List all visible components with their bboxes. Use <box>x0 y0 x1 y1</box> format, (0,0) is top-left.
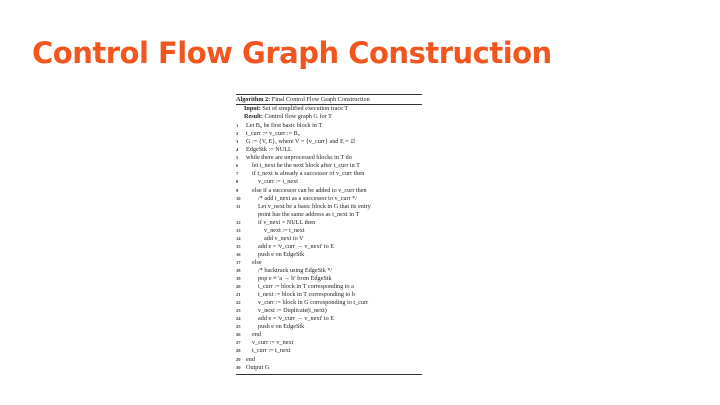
line-number: 11 <box>236 203 241 209</box>
line-text: G := {V, E}, where V = {v_curr} and E = ∅ <box>246 138 356 146</box>
line-text: add e = 'v_curr → v_next' to E <box>258 315 334 323</box>
line-text: /* backtrack using EdgeStk */ <box>258 266 333 274</box>
line-text: add e = 'v_curr → v_next' to E <box>258 242 334 250</box>
line-number: 7 <box>236 171 239 177</box>
line-number: 23 <box>236 308 241 314</box>
line-text: end <box>246 355 255 363</box>
line-text: Let B₀ be first basic block in T <box>246 122 323 130</box>
algorithm-result <box>236 113 422 121</box>
line-number: 29 <box>236 356 241 362</box>
line-text: t_next := block in T corresponding to b <box>258 291 355 299</box>
line-number: 25 <box>236 324 241 330</box>
algorithm-line <box>236 291 422 299</box>
line-text: t_curr := v_curr := B₀ <box>246 130 300 138</box>
line-text: v_curr := block in G corresponding to t_curr <box>258 299 369 307</box>
line-text: while there are unprocessed blocks in T do <box>246 154 352 162</box>
algorithm-line <box>236 203 422 211</box>
algorithm-line <box>236 283 422 291</box>
line-number: 17 <box>236 259 241 265</box>
algorithm-figure <box>236 94 422 375</box>
line-text: t_curr := t_next <box>252 347 291 355</box>
algorithm-line <box>236 235 422 243</box>
algorithm-line <box>236 146 422 154</box>
result-label: Result: <box>244 113 263 121</box>
line-number: 12 <box>236 219 241 225</box>
line-text: else <box>252 258 262 266</box>
algorithm-line <box>236 122 422 130</box>
line-text: if v_next = NULL then <box>258 218 316 226</box>
algorithm-line <box>236 356 422 364</box>
input-text: Set of simplified execution trace T <box>262 105 349 113</box>
line-number: 22 <box>236 300 241 306</box>
line-number: 2 <box>236 131 239 137</box>
algorithm-line <box>236 251 422 259</box>
line-text: EdgeStk := NULL <box>246 146 292 154</box>
slide-title: Control Flow Graph Construction <box>32 36 552 70</box>
line-text: point has the same address as t_next in T <box>258 210 360 218</box>
algorithm-line <box>236 323 422 331</box>
line-number: 30 <box>236 364 241 370</box>
line-number: 26 <box>236 332 241 338</box>
line-text: end <box>252 331 261 339</box>
line-number <box>236 211 246 219</box>
algorithm-line <box>236 130 422 138</box>
line-number: 21 <box>236 292 241 298</box>
line-text: pop e ≡ 'a → b' from EdgeStk <box>258 275 332 283</box>
algorithm-input <box>236 105 422 113</box>
line-number: 9 <box>236 187 239 193</box>
line-number: 14 <box>236 235 241 241</box>
algorithm-line <box>236 267 422 275</box>
line-text: add v_next to V <box>264 234 304 242</box>
algorithm-line <box>236 138 422 146</box>
algorithm-line <box>236 307 422 315</box>
algorithm-line <box>236 339 422 347</box>
algorithm-line <box>236 170 422 178</box>
line-text: push e on EdgeStk <box>258 250 305 258</box>
algorithm-line <box>236 347 422 355</box>
algorithm-line <box>236 275 422 283</box>
line-text: t_curr := block in T corresponding to a <box>258 283 354 291</box>
line-number: 6 <box>236 163 239 169</box>
algorithm-line <box>236 227 422 235</box>
algorithm-lines <box>236 121 422 374</box>
algorithm-caption <box>236 94 422 105</box>
algorithm-line <box>236 243 422 251</box>
line-number: 3 <box>236 139 239 145</box>
line-number: 18 <box>236 267 241 273</box>
line-text: Output G <box>246 363 270 371</box>
line-number: 10 <box>236 195 241 201</box>
line-text: v_next := Duplicate(t_next) <box>258 307 327 315</box>
algorithm-line <box>236 211 422 219</box>
algorithm-name: Algorithm 2: <box>236 96 271 103</box>
algorithm-line <box>236 315 422 323</box>
line-number: 8 <box>236 179 239 185</box>
algorithm-line <box>236 154 422 162</box>
algorithm-line <box>236 259 422 267</box>
line-text: push e on EdgeStk <box>258 323 305 331</box>
algorithm-line <box>236 364 422 372</box>
algorithm-line <box>236 331 422 339</box>
line-number: 16 <box>236 251 241 257</box>
line-number: 24 <box>236 316 241 322</box>
line-text: v_curr := v_next <box>252 339 294 347</box>
algorithm-line <box>236 187 422 195</box>
line-number: 28 <box>236 348 241 354</box>
algorithm-line <box>236 195 422 203</box>
line-text: let t_next be the next block after t_curr in T <box>252 162 360 170</box>
line-text: if t_next is already a successor of v_curr then <box>252 170 365 178</box>
line-text: Let v_next be a basic block in G that its entry <box>258 202 371 210</box>
algorithm-caption-text: Final Control Flow Graph Construction <box>271 96 370 103</box>
line-number: 27 <box>236 340 241 346</box>
line-number: 13 <box>236 227 241 233</box>
line-text: /* add t_next as a successor to v_curr */ <box>258 194 357 202</box>
line-number: 15 <box>236 243 241 249</box>
line-text: v_curr := t_next <box>258 178 298 186</box>
input-label: Input: <box>244 105 261 113</box>
line-number: 20 <box>236 284 241 290</box>
line-number: 19 <box>236 276 241 282</box>
algorithm-line <box>236 178 422 186</box>
line-number: 5 <box>236 155 239 161</box>
algorithm-line <box>236 299 422 307</box>
line-text: else if a successor can be added to v_curr then <box>252 186 367 194</box>
line-number: 4 <box>236 147 239 153</box>
line-text: v_next := t_next <box>264 226 305 234</box>
line-number: 1 <box>236 123 239 129</box>
result-text: Control flow graph G for T <box>264 113 332 121</box>
algorithm-line <box>236 219 422 227</box>
algorithm-line <box>236 162 422 170</box>
